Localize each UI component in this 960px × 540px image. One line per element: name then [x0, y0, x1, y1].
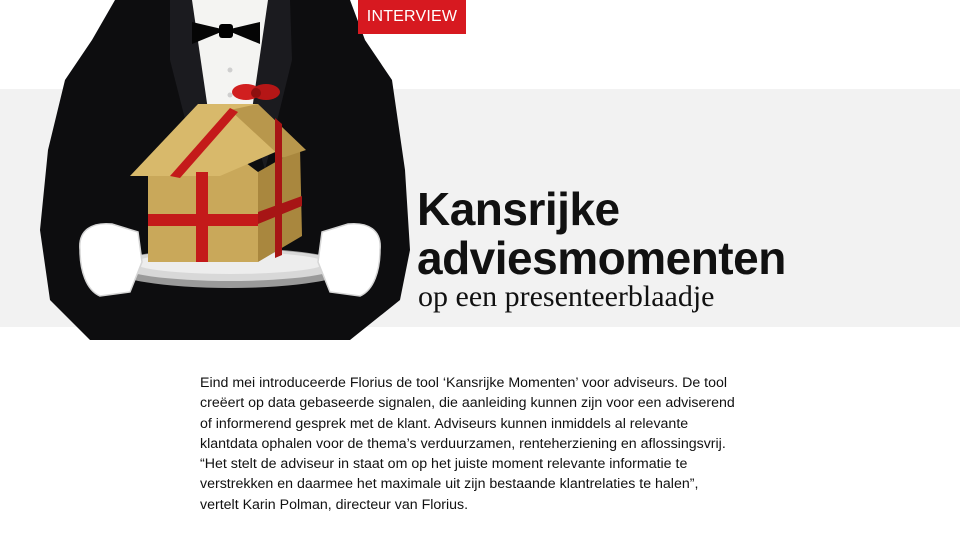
- intro-line: klantdata ophalen voor de thema’s verduurzamen, renteherziening en aflossingsvrij.: [200, 435, 726, 452]
- intro-line: of informerend gesprek met de klant. Adviseurs kunnen inmiddels al relevante: [200, 415, 689, 432]
- title-line: Kansrijke: [417, 183, 620, 235]
- article-subtitle: op een presenteerblaadje: [418, 280, 715, 313]
- interview-tag: INTERVIEW: [358, 0, 466, 34]
- article-title: [417, 185, 786, 283]
- intro-line: “Het stelt de adviseur in staat om op het juiste moment relevante informatie te: [200, 456, 688, 473]
- intro-line: vertelt Karin Polman, directeur van Florius.: [200, 496, 469, 513]
- article-intro: [200, 373, 780, 515]
- butler-gift-house-photo: [20, 0, 440, 340]
- intro-line: verstrekken en daarmee het maximale uit zijn bestaande klantrelaties te halen”,: [200, 476, 699, 493]
- intro-line: Eind mei introduceerde Florius de tool ‘Kansrijke Momenten’ voor adviseurs. De tool: [200, 375, 728, 391]
- intro-line: creëert op data gebaseerde signalen, die aanleiding kunnen zijn voor een adviserend: [200, 395, 735, 412]
- title-line: adviesmomenten: [417, 232, 786, 284]
